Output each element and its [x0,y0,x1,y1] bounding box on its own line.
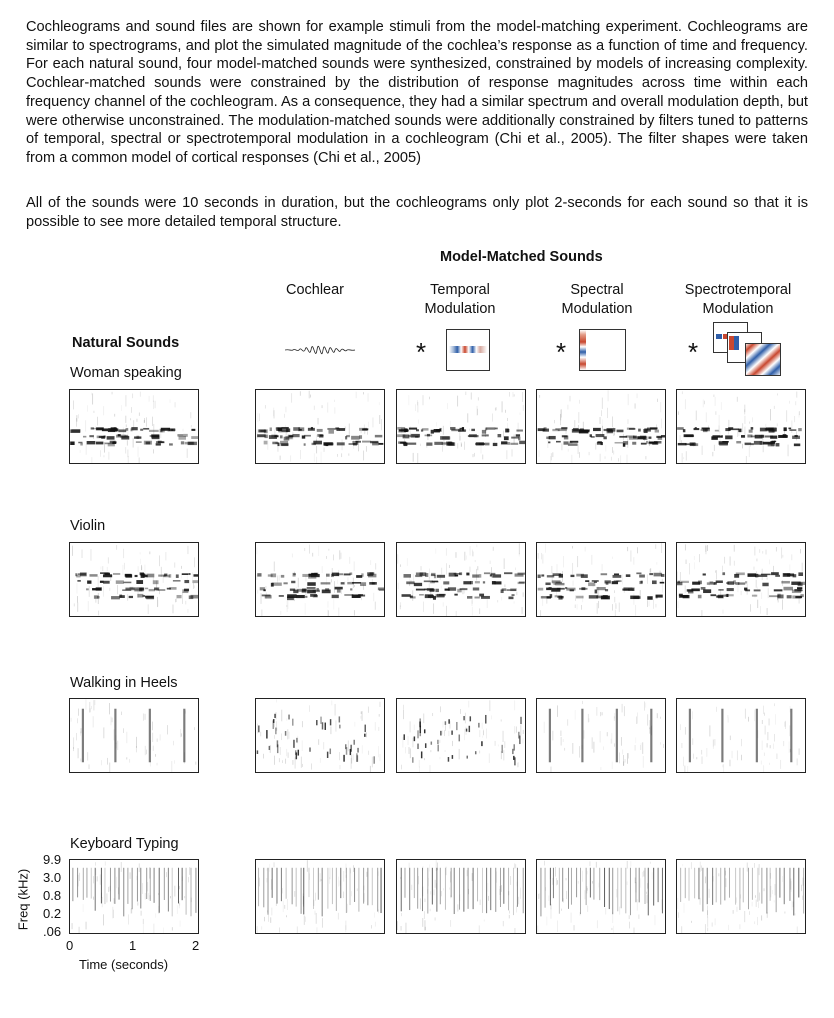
convolution-symbol-temporal: * [416,337,427,367]
spectral-filter-icon [579,329,627,371]
row-label-walking-in-heels: Walking in Heels [70,675,178,691]
x-tick-1: 1 [129,938,137,953]
cochleogram-violin-cochlear [255,542,385,617]
cochleogram-keyboard-typing-spectral [536,859,666,934]
x-tick-0: 0 [66,938,74,953]
cochleogram-woman-speaking-natural [69,389,199,464]
y-tick-06: .06 [43,924,62,939]
duration-note: All of the sounds were 10 seconds in duration, but the cochleograms only plot 2-seconds for each sound so that it is possible to see more detailed temporal structure. [26,195,808,230]
column-header-temporal [390,281,530,319]
cochleogram-walking-in-heels-cochlear [255,698,385,773]
cochleogram-walking-in-heels-natural [69,698,199,773]
spectrotemporal-label-1: Spectrotemporal [684,282,792,298]
cochleogram-violin-spectrotemporal [676,542,806,617]
spectrotemporal-label-2: Modulation [702,301,774,317]
column-header-spectral [527,281,667,319]
cochleogram-woman-speaking-temporal [396,389,526,464]
x-tick-2: 2 [192,938,200,953]
x-axis-label: Time (seconds) [79,957,169,972]
y-tick-0-2: 0.2 [43,906,62,921]
y-tick-9-9: 9.9 [43,852,62,867]
convolution-symbol-spectrotemporal: * [688,337,699,367]
convolution-symbol-spectral: * [556,337,567,367]
temporal-label-1: Temporal [430,282,490,298]
temporal-filter-icon [446,329,490,371]
figure-description: Cochleograms and sound files are shown for example stimuli from the model-matching experiment. Cochleograms are similar to spectrograms, and plot the simulated magnitude of the cochlea’s response as a function of time and frequency. For each natural sound, four model-matched sounds were synthesized, constrained by models of increasing complexity. Cochlear-matched sounds were constrained by the distribution of response magnitudes across time within each frequency channel of the cochleogram. As a consequence, they had a similar spectrum and overall modulation depth, but were otherwise unconstrained. The modulation-matched sounds were additionally constrained by filters tuned to patterns of temporal, spectral or spectrotemporal modulation in a cochleogram (Chi et al., 2005). The filter shapes were taken from a common model of cortical responses (Chi et al., 2005) [26,19,808,166]
cochleogram-woman-speaking-spectrotemporal [676,389,806,464]
cochleogram-keyboard-typing-natural [69,859,199,934]
spectrotemporal-filter-icon [713,322,783,378]
temporal-label-2: Modulation [424,301,496,317]
cochleogram-woman-speaking-cochlear [255,389,385,464]
spectral-label-2: Modulation [561,301,633,317]
cochleogram-violin-temporal [396,542,526,617]
column-header-cochlear [245,281,385,300]
y-tick-3-0: 3.0 [43,870,62,885]
row-label-woman-speaking: Woman speaking [70,365,182,381]
cochleogram-keyboard-typing-cochlear [255,859,385,934]
y-axis-label-container [5,862,75,938]
row-label-violin: Violin [70,518,106,534]
row-label-keyboard-typing: Keyboard Typing [70,836,179,852]
column-header-spectrotemporal [668,281,808,319]
y-axis-label: Freq (kHz) [15,868,31,931]
cochleogram-violin-spectral [536,542,666,617]
cochlear-label: Cochlear [285,282,345,298]
model-matched-header: Model-Matched Sounds [440,249,603,265]
cochleogram-walking-in-heels-spectrotemporal [676,698,806,773]
cochleogram-keyboard-typing-temporal [396,859,526,934]
cochlear-waveform-icon [285,333,357,367]
cochleogram-walking-in-heels-spectral [536,698,666,773]
y-tick-0-8: 0.8 [43,888,62,903]
cochleogram-violin-natural [69,542,199,617]
cochleogram-keyboard-typing-spectrotemporal [676,859,806,934]
cochleogram-woman-speaking-spectral [536,389,666,464]
spectral-label-1: Spectral [570,282,624,298]
cochleogram-walking-in-heels-temporal [396,698,526,773]
natural-sounds-header: Natural Sounds [72,335,180,351]
